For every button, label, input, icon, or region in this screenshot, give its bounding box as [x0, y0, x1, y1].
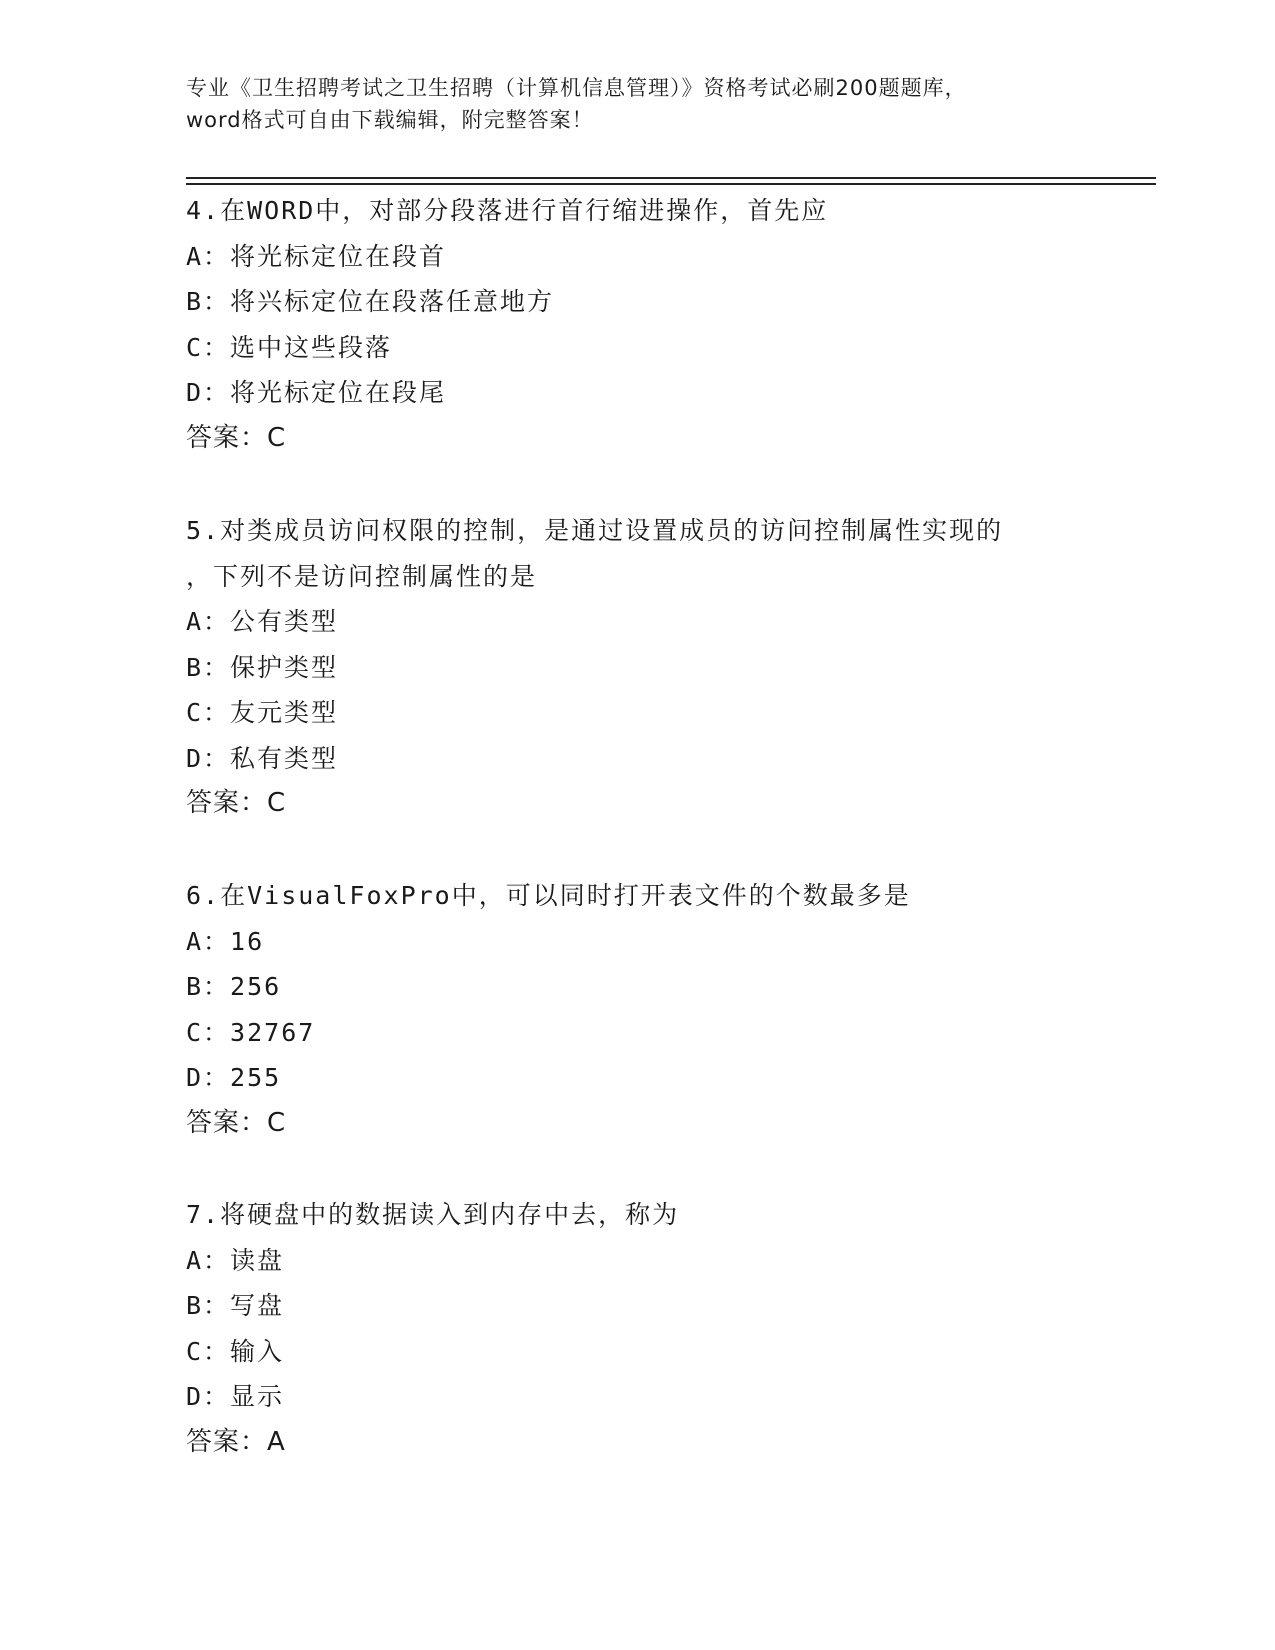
option-b: B：256 [186, 972, 282, 1001]
answer-label: 答案：A [186, 1426, 286, 1457]
header-divider-bottom [186, 183, 1156, 185]
question-text: 5.对类成员访问权限的控制，是通过设置成员的访问控制属性实现的 [186, 516, 1004, 545]
question-text: 4.在WORD中，对部分段落进行首行缩进操作，首先应 [186, 196, 829, 225]
option-c: C：友元类型 [186, 698, 339, 727]
option-a: A：将光标定位在段首 [186, 241, 447, 271]
option-b: B：写盘 [186, 1291, 285, 1320]
option-d: D：将光标定位在段尾 [186, 378, 447, 407]
question-text-continued: ，下列不是访问控制属性的是 [186, 561, 538, 591]
option-c: C：选中这些段落 [186, 332, 393, 362]
question-text: 6.在VisualFoxPro中，可以同时打开表文件的个数最多是 [186, 881, 911, 910]
answer-label: 答案：C [186, 788, 287, 818]
header-line-1: 专业《卫生招聘考试之卫生招聘（计算机信息管理）》资格考试必刷200题题库， [186, 76, 967, 100]
option-a: A：公有类型 [186, 607, 339, 636]
document-header [186, 72, 1086, 136]
option-d: D：255 [186, 1063, 282, 1092]
question-text: 7.将硬盘中的数据读入到内存中去，称为 [186, 1200, 680, 1229]
option-c: C：输入 [186, 1336, 285, 1366]
option-d: D：私有类型 [186, 743, 339, 773]
question-block [186, 873, 1086, 1146]
answer-label: 答案：C [186, 1107, 287, 1138]
header-divider-top [186, 177, 1156, 179]
option-b: B：保护类型 [186, 652, 339, 682]
option-b: B：将兴标定位在段落任意地方 [186, 287, 555, 316]
header-line-2: word格式可自由下载编辑，附完整答案！ [186, 108, 594, 132]
option-d: D：显示 [186, 1382, 285, 1411]
option-c: C：32767 [186, 1017, 316, 1047]
option-a: A：16 [186, 926, 265, 956]
answer-label: 答案：C [186, 422, 287, 453]
option-a: A：读盘 [186, 1245, 285, 1275]
question-block [186, 1192, 1086, 1465]
question-block [186, 188, 1086, 461]
question-block [186, 508, 1086, 827]
